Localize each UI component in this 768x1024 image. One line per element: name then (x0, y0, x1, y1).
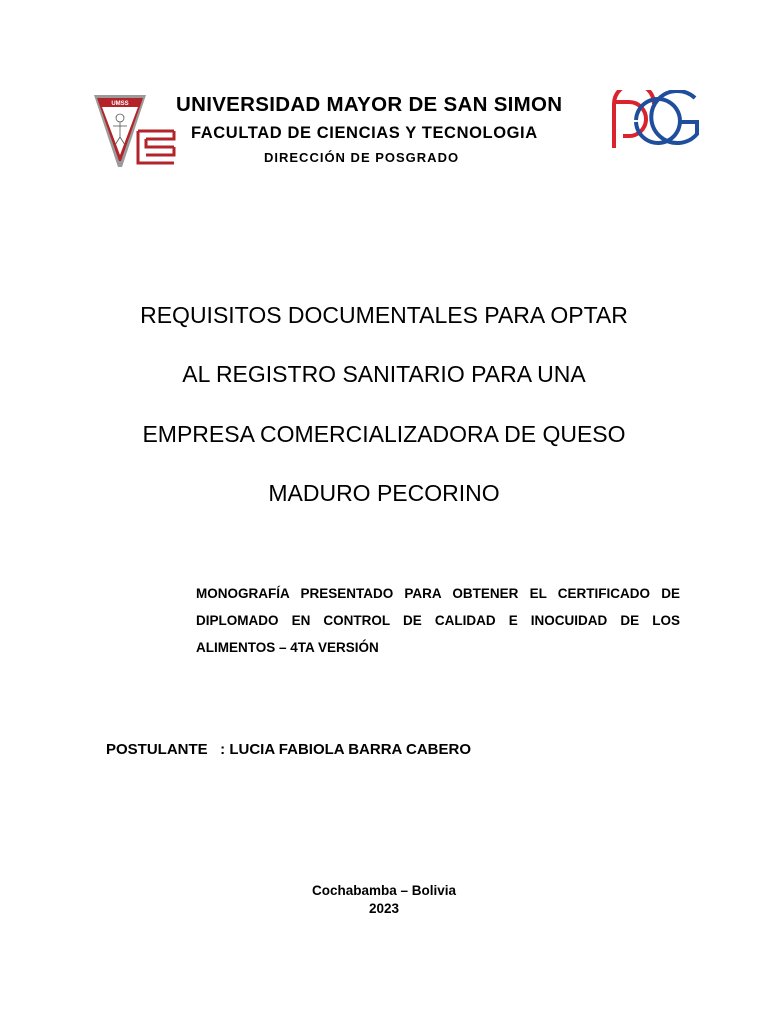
university-name: UNIVERSIDAD MAYOR DE SAN SIMON (176, 93, 563, 116)
title-line-4: MADURO PECORINO (268, 480, 500, 506)
title-line-2: AL REGISTRO SANITARIO PARA UNA (182, 361, 586, 387)
title-line-1: REQUISITOS DOCUMENTALES PARA OPTAR (140, 302, 628, 328)
postulant-line (106, 741, 666, 758)
umss-logo-text: UMSS (111, 101, 129, 107)
postulant-label: POSTULANTE (106, 741, 208, 758)
faculty-name: FACULTAD DE CIENCIAS Y TECNOLOGIA (191, 124, 538, 142)
monograph-description: MONOGRAFÍA PRESENTADO PARA OBTENER EL CERTIFICADO DE DIPLOMADO EN CONTROL DE CALIDAD E INOCUIDAD DE LOS ALIMENTOS – 4TA VERSIÓN (196, 586, 680, 655)
footer-year: 2023 (368, 901, 400, 916)
direction-name: DIRECCIÓN DE POSGRADO (264, 150, 460, 165)
footer-place: Cochabamba – Bolivia (311, 883, 457, 898)
posgrado-pdg-icon (609, 90, 703, 152)
postulant-separator: : (207, 741, 230, 758)
postulant-name: LUCIA FABIOLA BARRA CABERO (229, 741, 471, 758)
title-line-3: EMPRESA COMERCIALIZADORA DE QUESO (142, 421, 626, 447)
fcyt-maze-icon (136, 128, 176, 166)
